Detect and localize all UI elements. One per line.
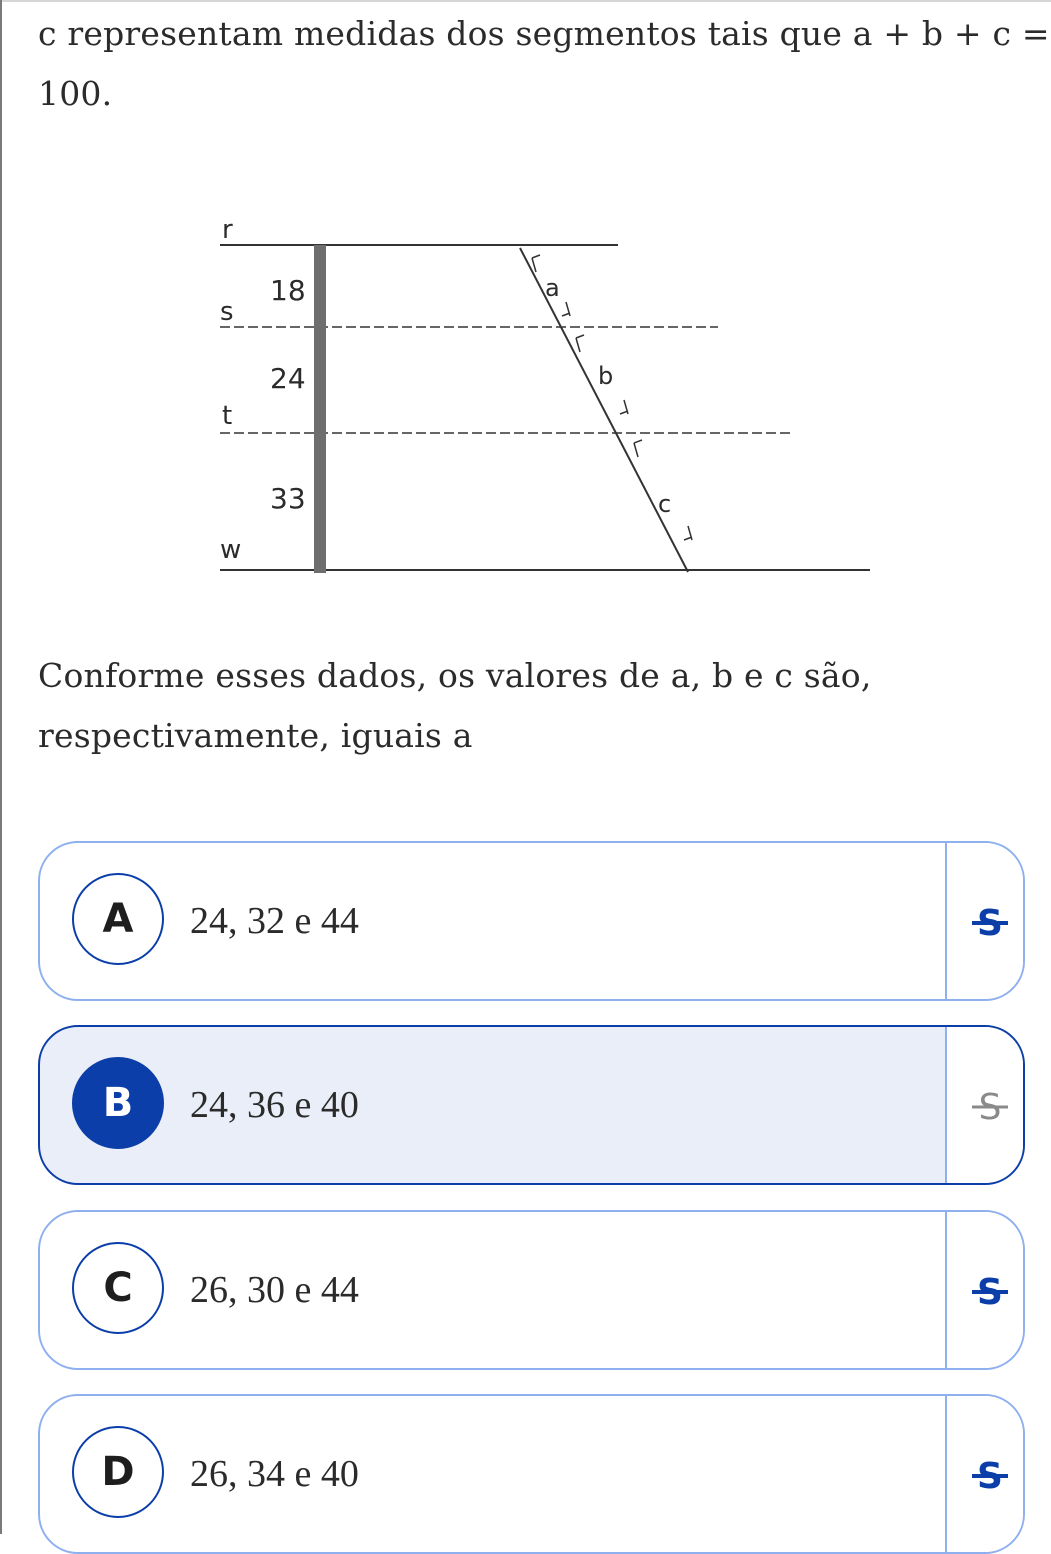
option-d[interactable] (38, 1394, 1025, 1554)
strikethrough-icon[interactable] (970, 1270, 1010, 1314)
svg-text:S: S (977, 903, 1003, 944)
marker-a-top (532, 255, 540, 272)
question-text-line-2: 100. (38, 74, 113, 113)
option-a[interactable] (38, 841, 1025, 1001)
svg-text:S: S (977, 1272, 1003, 1313)
strikethrough-icon[interactable] (970, 901, 1010, 945)
label-w: w (220, 535, 242, 565)
option-d-text: 26, 34 e 40 (190, 1453, 359, 1495)
marker-c-top (634, 440, 642, 457)
option-a-divider (945, 843, 947, 999)
option-c-text: 26, 30 e 44 (190, 1269, 359, 1311)
label-c: c (658, 490, 672, 518)
option-a-letter: A (72, 873, 164, 965)
option-d-letter: D (72, 1426, 164, 1518)
prompt-text-line-2: respectivamente, iguais a (38, 716, 473, 755)
option-b-letter: B (72, 1057, 164, 1149)
svg-text:S: S (978, 1087, 1002, 1128)
prompt-text-line-1: Conforme esses dados, os valores de a, b e c são, (38, 656, 872, 695)
label-t: t (222, 401, 233, 431)
geometry-figure (0, 0, 1051, 620)
question-text-line-1: c representam medidas dos segmentos tais que a + b + c = (38, 14, 1050, 53)
transversal-bar (314, 245, 326, 573)
option-b-text: 24, 36 e 40 (190, 1084, 359, 1126)
option-a-text: 24, 32 e 44 (190, 900, 359, 942)
marker-a-bottom (562, 302, 570, 316)
option-c-divider (945, 1212, 947, 1368)
option-c[interactable] (38, 1210, 1025, 1370)
strikethrough-icon[interactable] (970, 1454, 1010, 1498)
value-33: 33 (270, 482, 306, 515)
option-c-letter: C (72, 1242, 164, 1334)
svg-text:S: S (977, 1456, 1003, 1497)
label-a: a (545, 274, 560, 302)
label-r: r (222, 215, 233, 245)
option-d-divider (945, 1396, 947, 1552)
label-b: b (598, 362, 614, 390)
value-24: 24 (270, 362, 306, 395)
marker-b-bottom (620, 400, 628, 414)
label-s: s (220, 297, 234, 327)
marker-b-top (576, 335, 584, 352)
marker-c-bottom (684, 526, 692, 540)
strikethrough-icon[interactable] (970, 1085, 1010, 1129)
value-18: 18 (270, 274, 306, 307)
option-b[interactable] (38, 1025, 1025, 1185)
option-b-divider (945, 1027, 947, 1183)
